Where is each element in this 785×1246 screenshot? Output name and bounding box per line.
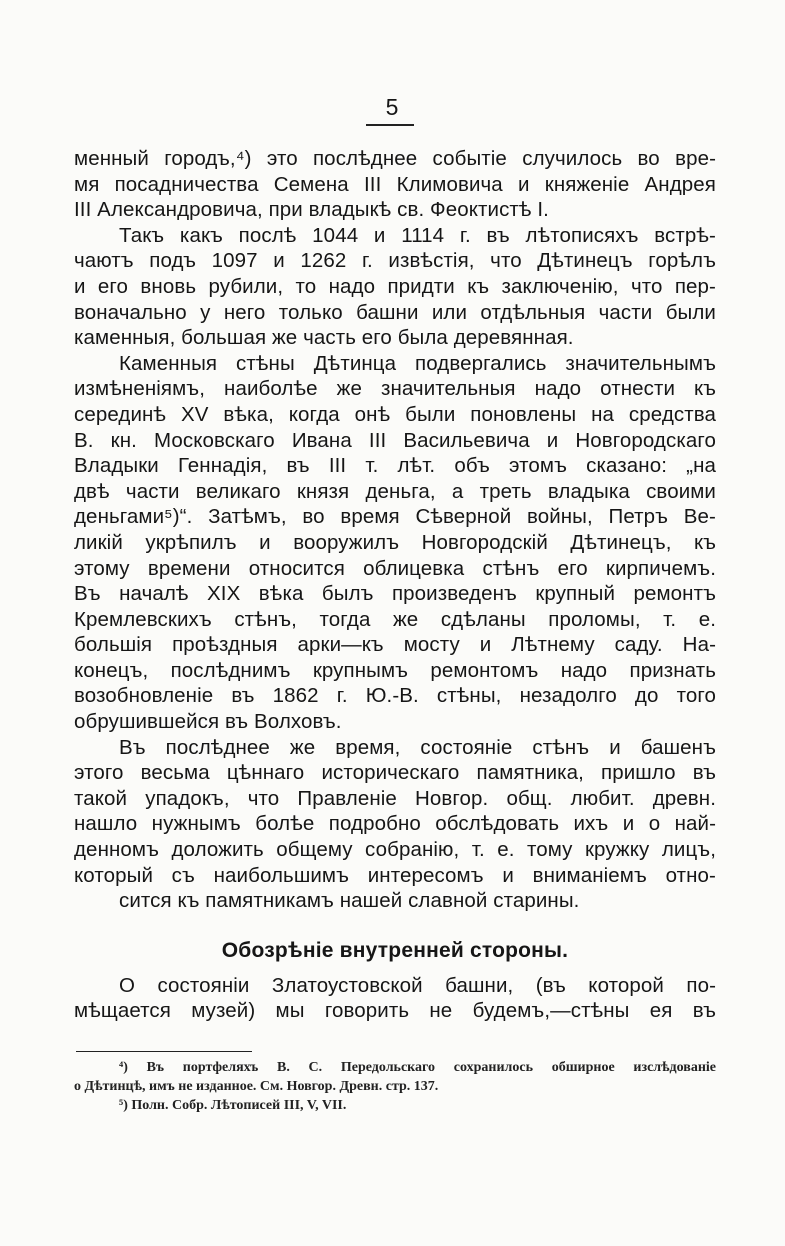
text-line: большія проѣздныя арки—къ мосту и Лѣтнему саду. На- — [74, 633, 716, 657]
footnote-4-continued: о Дѣтинцѣ, имъ не изданное. См. Новгор. Древн. стр. 137. — [74, 1079, 439, 1094]
text-line: О состояніи Златоустовской башни, (въ которой по- — [119, 973, 716, 997]
text-line: Въ началѣ XIX вѣка былъ произведенъ крупный ремонтъ — [74, 582, 716, 606]
text-line: Каменныя стѣны Дѣтинца подвергались значительнымъ — [119, 351, 716, 375]
footnotes — [74, 1058, 716, 1115]
text-line: денномъ доложить общему собранію, т. е. тому кружку лицъ, — [74, 838, 716, 862]
text-line: серединѣ XV вѣка, когда онѣ были поновлены на средства — [74, 402, 716, 426]
text-line: Такъ какъ послѣ 1044 и 1114 г. въ лѣтописяхъ встрѣ- — [119, 223, 716, 247]
text-line: мя посадничества Семена III Климовича и княженіе Андрея — [74, 172, 716, 196]
text-line: деньгами⁵)“. Затѣмъ, во время Сѣверной войны, Петръ Ве- — [74, 505, 716, 529]
text-line: воначально у него только башни или отдѣльныя части были — [74, 300, 716, 324]
text-line: чаютъ подъ 1097 и 1262 г. извѣстія, что Дѣтинецъ горѣлъ — [74, 249, 716, 273]
text-line: и его вновь рубили, то надо придти къ заключенію, что пер- — [74, 274, 716, 298]
text-line: нашло нужнымъ болѣе подробно обслѣдовать ихъ и о най- — [74, 812, 716, 836]
text-line: Владыки Геннадія, въ III т. лѣт. объ этомъ сказано: „на — [74, 454, 716, 478]
text-line: измѣненіямъ, наиболѣе же значительныя надо отнести къ — [74, 377, 716, 401]
text-line: Кремлевскихъ стѣнъ, тогда же сдѣланы проломы, т. е. — [74, 607, 716, 631]
footnote-4: ⁴) Въ портфеляхъ В. С. Передольскаго сохранилось обширное изслѣдованіе — [119, 1060, 716, 1075]
text-line: сится къ памятникамъ нашей славной старины. — [119, 889, 580, 913]
footnote-5: ⁵) Полн. Собр. Лѣтописей III, V, VII. — [119, 1098, 347, 1113]
text-line: обрушившейся въ Волховъ. — [74, 710, 342, 734]
text-line: ликій укрѣпилъ и вооружилъ Новгородскій Дѣтинецъ, къ — [74, 530, 716, 554]
text-line: этого весьма цѣннаго историческаго памятника, пришло въ — [74, 761, 716, 785]
text-line: возобновленіе въ 1862 г. Ю.-В. стѣны, незадолго до того — [74, 684, 716, 708]
text-line: этому времени относится облицевка стѣнъ его кирпичемъ. — [74, 556, 716, 580]
text-line: В. кн. Московскаго Ивана III Васильевича и Новгородскаго — [74, 428, 716, 452]
text-line: двѣ части великаго князя деньга, а треть владыка своими — [74, 479, 716, 503]
text-line: конецъ, послѣднимъ крупнымъ ремонтомъ надо признать — [74, 658, 716, 682]
page-number: 5 — [385, 94, 399, 120]
footnote-divider — [76, 1051, 252, 1052]
text-line: III Александровича, при владыкѣ св. Феоктистѣ I. — [74, 198, 549, 222]
text-line: такой упадокъ, что Правленіе Новгор. общ. любит. древн. — [74, 786, 716, 810]
section-heading: Обозрѣніе внутренней стороны. — [221, 938, 569, 962]
page-number-underline — [366, 124, 414, 126]
main-text — [74, 146, 716, 1024]
text-line: мѣщается музей) мы говорить не будемъ,—стѣны ея въ — [74, 999, 716, 1023]
text-line: менный городъ,⁴) это послѣднее событіе случилось во вре- — [74, 147, 716, 170]
text-line: каменныя, большая же часть его была деревянная. — [74, 326, 574, 350]
text-line: Въ послѣднее же время, состояніе стѣнъ и башенъ — [119, 735, 716, 759]
text-line: который съ наибольшимъ интересомъ и вниманіемъ отно- — [74, 863, 716, 887]
